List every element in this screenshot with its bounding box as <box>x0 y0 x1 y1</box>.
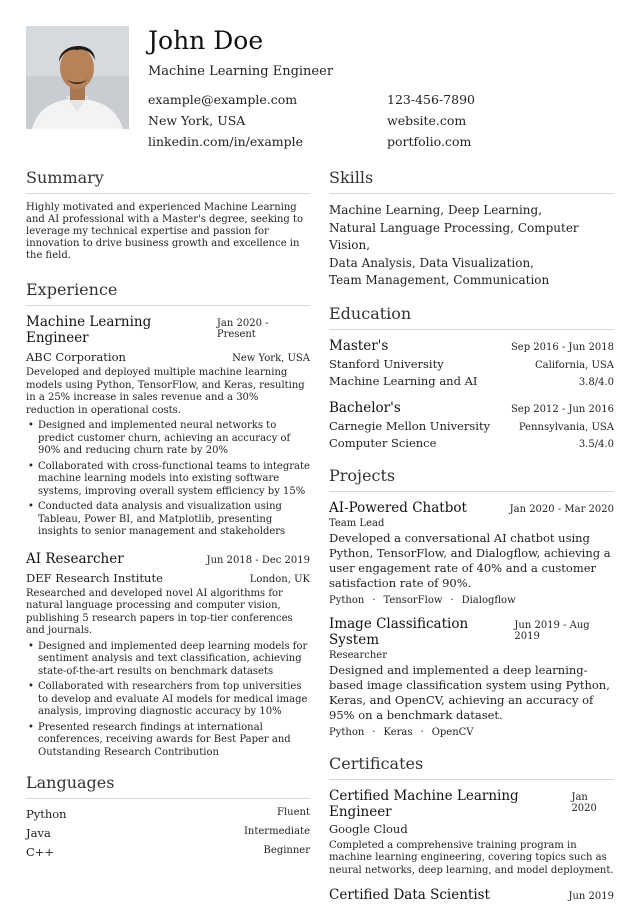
skills-line: Natural Language Processing, Computer Vision, <box>329 220 579 252</box>
education-section <box>329 304 614 450</box>
job-entry <box>26 551 310 760</box>
education-field: Computer Science <box>329 435 437 450</box>
project-tag: TensorFlow <box>383 594 443 606</box>
left-column <box>26 168 310 864</box>
certificate-date: Jan 2020 <box>571 791 597 814</box>
tag-separator: · <box>372 594 376 606</box>
language-row <box>26 845 310 859</box>
job-location: London, UK <box>249 573 310 585</box>
language-name: Python <box>26 807 67 821</box>
language-name: C++ <box>26 845 55 859</box>
job-location: New York, USA <box>232 353 310 364</box>
certificate-date: Jun 2019 <box>568 891 614 902</box>
job-title: Machine Learning Engineer <box>26 314 152 346</box>
language-row <box>26 826 310 840</box>
contact-linkedin[interactable]: linkedin.com/in/example <box>148 134 304 149</box>
project-tag: Python <box>329 726 365 738</box>
job-bullets <box>26 641 310 760</box>
section-heading-certificates: Certificates <box>329 754 614 780</box>
job-bullet: • Designed and implemented neural networks to predict customer churn, achieving an accuracy of 90% and reducing churn rate by 20% <box>26 420 310 458</box>
job-bullet: • Collaborated with cross-functional teams to integrate machine learning models into existing software systems, improving overall system efficiency by 15% <box>26 461 310 499</box>
skills-line: Machine Learning, Deep Learning, <box>329 203 543 217</box>
education-degree: Master's <box>329 337 389 354</box>
section-heading-skills: Skills <box>329 168 614 194</box>
education-dates: Sep 2016 - Jun 2018 <box>510 341 614 353</box>
project-tag: OpenCV <box>431 726 474 738</box>
languages-section <box>26 773 310 859</box>
job-dates: Jan 2020 - Present <box>216 318 269 340</box>
job-bullet: • Collaborated with researchers from top universities to develop and evaluate AI models for medical image analysis, improving diagnostic accuracy by 10% <box>26 681 310 719</box>
project-title: AI-Powered Chatbot <box>329 499 467 516</box>
certificate-entry <box>329 887 614 903</box>
language-name: Java <box>26 826 51 840</box>
project-tag: Python <box>329 594 365 606</box>
certificate-title: Certified Data Scientist <box>329 887 490 903</box>
project-description: Designed and implemented a deep learning-based image classification system using Python, Keras, and OpenCV, achieving an accuracy of 95% on a benchmark dataset. <box>329 662 610 722</box>
section-heading-languages: Languages <box>26 773 310 799</box>
job-dates: Jun 2018 - Dec 2019 <box>206 554 310 566</box>
education-school: Stanford University <box>329 356 444 371</box>
section-heading-summary: Summary <box>26 168 310 194</box>
project-role: Researcher <box>329 649 387 661</box>
summary-section <box>26 168 310 262</box>
project-role: Team Lead <box>329 517 385 529</box>
candidate-title: Machine Learning Engineer <box>148 64 334 79</box>
project-tags <box>329 727 614 738</box>
certificate-description: Completed a comprehensive training program in machine learning engineering, covering topics such as neural networks, deep learning, and model deployment. <box>329 839 614 876</box>
project-dates: Jun 2019 - Aug 2019 <box>514 619 590 642</box>
summary-text: Highly motivated and experienced Machine Learning and AI professional with a Master's degree, seeking to leverage my technical expertise and passion for innovation to drive business growth and excellence in the field. <box>26 202 304 261</box>
education-gpa: 3.5/4.0 <box>578 438 614 450</box>
skills-list <box>329 202 614 290</box>
education-location: California, USA <box>535 359 614 371</box>
job-description: Developed and deployed multiple machine learning models using Python, TensorFlow, and Keras, resulting in a 25% increase in sales revenue and a 30% reduction in operational costs. <box>26 367 305 416</box>
education-dates: Sep 2012 - Jun 2016 <box>510 403 614 415</box>
contact-website[interactable]: website.com <box>387 113 467 128</box>
right-column <box>329 168 614 903</box>
job-bullets <box>26 420 310 539</box>
tag-separator: · <box>420 726 424 738</box>
certificate-entry <box>329 788 614 878</box>
tag-separator: · <box>372 726 376 738</box>
certificate-issuer: Google Cloud <box>329 821 408 836</box>
certificate-title: Certified Machine Learning Engineer <box>329 787 519 820</box>
language-level: Beginner <box>263 845 310 856</box>
education-entry <box>329 400 614 450</box>
project-tags <box>329 595 614 606</box>
profile-photo <box>26 26 129 129</box>
job-bullet: • Conducted data analysis and visualization using Tableau, Power BI, and Matplotlib, presenting insights to senior management and stakeholders <box>26 501 310 539</box>
job-title: AI Researcher <box>26 550 124 567</box>
education-location: Pennsylvania, USA <box>518 421 614 433</box>
project-entry <box>329 500 614 606</box>
experience-section <box>26 280 310 759</box>
job-description: Researched and developed novel AI algorithms for natural language processing and computer vision, publishing 5 research papers in top-tier conferences and journals. <box>26 587 293 636</box>
language-level: Fluent <box>277 807 310 818</box>
section-heading-experience: Experience <box>26 280 310 306</box>
job-company: DEF Research Institute <box>26 570 163 585</box>
project-title: Image Classification System <box>329 615 469 648</box>
skills-line: Data Analysis, Data Visualization, <box>329 255 534 270</box>
education-field: Machine Learning and AI <box>329 373 478 388</box>
contact-portfolio[interactable]: portfolio.com <box>387 134 472 149</box>
skills-section <box>329 168 614 290</box>
section-heading-education: Education <box>329 304 614 330</box>
tag-separator: · <box>450 594 454 606</box>
certificates-section <box>329 754 614 904</box>
job-bullet: • Designed and implemented deep learning models for sentiment analysis and text classification, achieving state-of-the-art results on benchmark datasets <box>26 641 310 679</box>
project-dates: Jan 2020 - Mar 2020 <box>509 503 614 515</box>
job-bullet: • Presented research findings at international conferences, receiving awards for Best Paper and Outstanding Research Contribution <box>26 722 310 760</box>
project-entry <box>329 616 614 738</box>
language-row <box>26 807 310 821</box>
education-degree: Bachelor's <box>329 399 401 416</box>
avatar <box>26 26 129 129</box>
education-gpa: 3.8/4.0 <box>578 376 614 388</box>
job-entry <box>26 314 310 539</box>
contact-phone[interactable]: 123-456-7890 <box>387 92 475 107</box>
section-heading-projects: Projects <box>329 466 614 492</box>
project-description: Developed a conversational AI chatbot using Python, TensorFlow, and Dialogflow, achieving a user engagement rate of 40% and a customer satisfaction rate of 90%. <box>329 530 611 590</box>
contact-email[interactable]: example@example.com <box>148 92 298 107</box>
candidate-name: John Doe <box>148 26 264 55</box>
contact-location: New York, USA <box>148 113 246 128</box>
education-school: Carnegie Mellon University <box>329 418 491 433</box>
job-company: ABC Corporation <box>26 350 126 364</box>
projects-section <box>329 466 614 738</box>
project-tag: Dialogflow <box>461 594 516 606</box>
language-level: Intermediate <box>243 826 310 837</box>
project-tag: Keras <box>383 726 413 738</box>
skills-line: Team Management, Communication <box>329 273 550 287</box>
education-entry <box>329 338 614 388</box>
